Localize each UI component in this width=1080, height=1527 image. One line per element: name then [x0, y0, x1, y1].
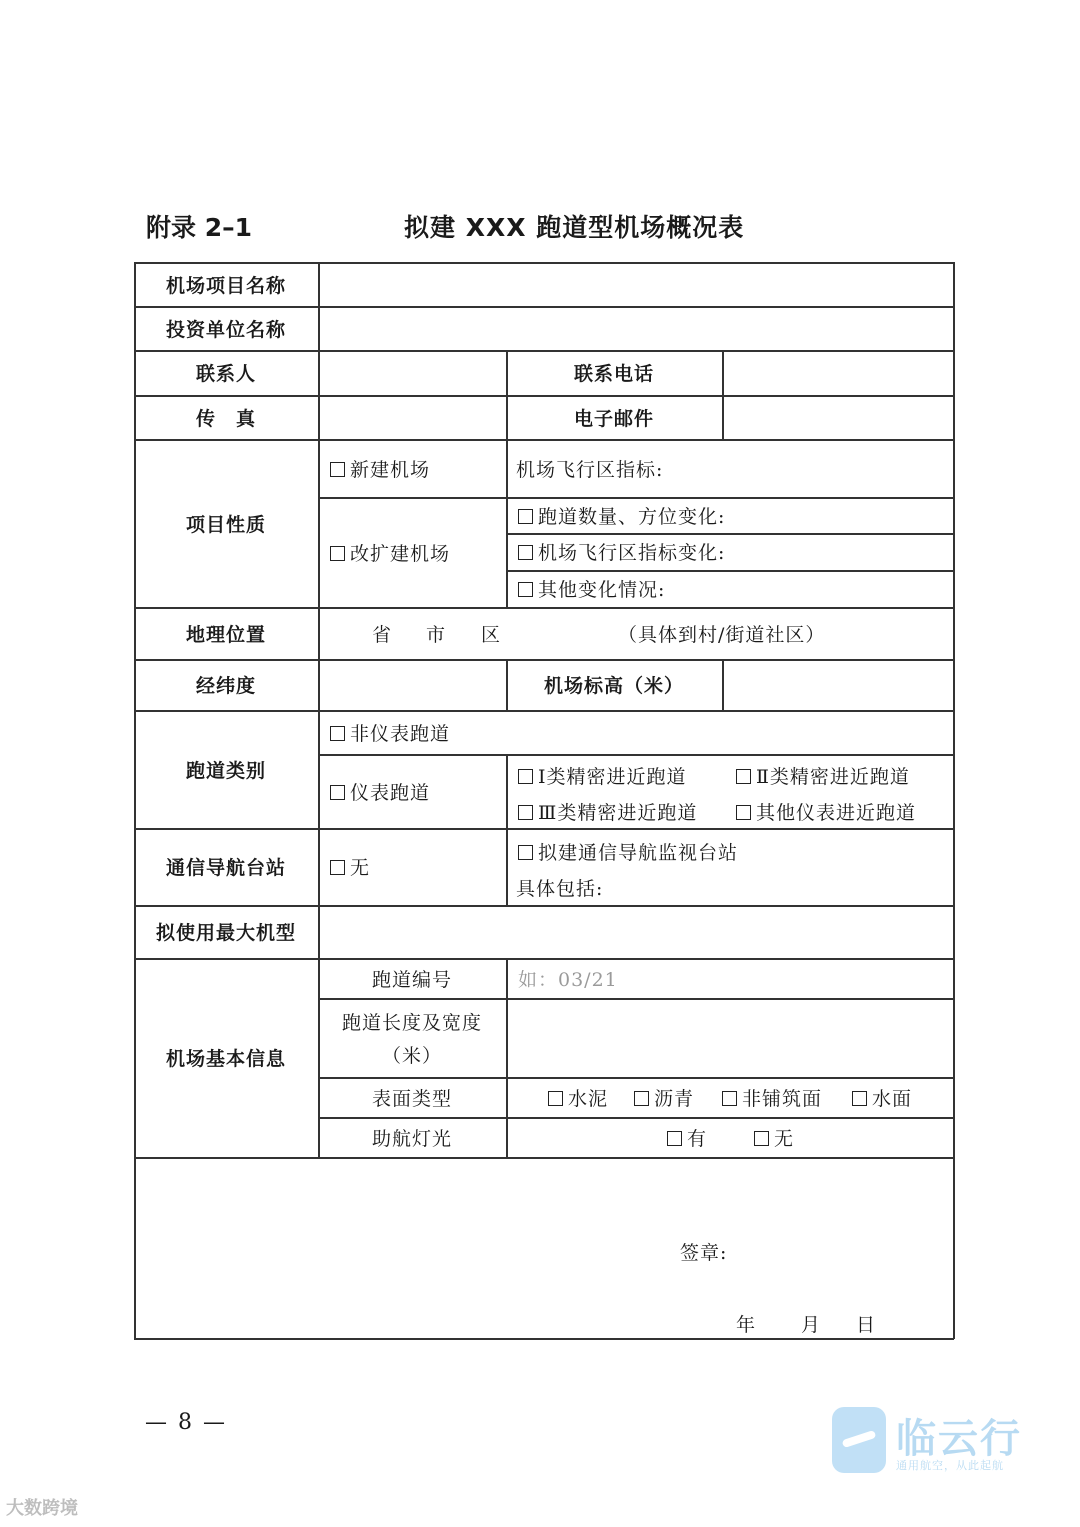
district-label: 区: [481, 623, 502, 646]
lighting-label: 助航灯光: [371, 1127, 452, 1150]
logo-slogan: 通用航空，从此起航: [896, 1459, 1004, 1472]
checkbox-box: [518, 845, 533, 860]
checkbox-box: [330, 785, 345, 800]
row-divider: [134, 1157, 954, 1159]
checkbox-box: [330, 860, 345, 875]
runway-number-field[interactable]: 如：03/21: [518, 968, 618, 991]
logo-name: 临云行: [896, 1416, 1022, 1462]
lighting-yes-checkbox[interactable]: 有: [667, 1117, 707, 1157]
page-number: — 8 —: [145, 1410, 227, 1435]
investor-label: 投资单位名称: [165, 318, 286, 341]
navaids-label: 通信导航台站: [165, 857, 286, 879]
checkbox-box: [722, 1091, 737, 1106]
lighting-no-checkbox[interactable]: 无: [754, 1117, 794, 1157]
checkbox-box: [754, 1131, 769, 1146]
project-name-label: 机场项目名称: [165, 274, 286, 297]
contact-label: 联系人: [195, 363, 256, 385]
elevation-label: 机场标高（米）: [543, 675, 684, 697]
project-name-field[interactable]: [319, 263, 953, 306]
checkbox-box: [330, 546, 345, 561]
runway-number-label: 跑道编号: [371, 968, 452, 991]
runway-type-label: 跑道类别: [185, 759, 266, 782]
email-label: 电子邮件: [573, 407, 654, 430]
signature-stamp-label: 签章:: [680, 1241, 728, 1264]
airplane-icon: [832, 1407, 886, 1473]
signature-year: 年: [736, 1313, 757, 1336]
checkbox-box: [634, 1091, 649, 1106]
checkbox-box: [736, 769, 751, 784]
checkbox-box: [736, 805, 751, 820]
new-airport-checkbox[interactable]: 新建机场: [330, 439, 430, 497]
expansion-checkbox[interactable]: 改扩建机场: [330, 497, 450, 607]
appendix-number: 附录 2–1: [146, 213, 252, 242]
table-border-right: [953, 262, 955, 1339]
checkbox-box: [667, 1131, 682, 1146]
checkbox-box: [548, 1091, 563, 1106]
linyunxing-logo: [832, 1405, 1037, 1480]
city-label: 市: [426, 623, 447, 646]
location-note: （具体到村/街道社区）: [618, 623, 826, 646]
signature-day: 日: [856, 1313, 877, 1336]
cat3-checkbox[interactable]: Ⅲ类精密进近跑道: [518, 794, 697, 828]
phone-field[interactable]: [723, 351, 953, 395]
checkbox-box: [330, 462, 345, 477]
checkbox-box: [518, 769, 533, 784]
column-divider: [506, 754, 508, 906]
checkbox-box: [852, 1091, 867, 1106]
project-nature-label: 项目性质: [185, 513, 266, 536]
other-change-checkbox[interactable]: 其他变化情况:: [518, 570, 665, 607]
contact-field[interactable]: [319, 351, 505, 395]
phone-label: 联系电话: [573, 363, 654, 385]
max-aircraft-label: 拟使用最大机型: [155, 922, 296, 944]
surface-cement-checkbox[interactable]: 水泥: [548, 1077, 608, 1117]
non-instrument-checkbox[interactable]: 非仪表跑道: [330, 710, 450, 754]
max-aircraft-field[interactable]: [319, 906, 953, 958]
location-label: 地理位置: [185, 623, 266, 646]
surface-type-label: 表面类型: [371, 1087, 452, 1110]
runway-change-checkbox[interactable]: 跑道数量、方位变化:: [518, 497, 725, 533]
investor-field[interactable]: [319, 307, 953, 350]
checkbox-box: [518, 545, 533, 560]
province-label: 省: [372, 623, 393, 646]
runway-dimensions-field[interactable]: [507, 999, 953, 1077]
signature-month: 月: [801, 1313, 822, 1336]
cat1-checkbox[interactable]: Ⅰ类精密进近跑道: [518, 758, 687, 792]
fax-field[interactable]: [319, 396, 505, 439]
runway-dimensions-label: 跑道长度及宽度 （米）: [341, 1011, 482, 1067]
instrument-checkbox[interactable]: 仪表跑道: [330, 754, 430, 828]
checkbox-box: [330, 726, 345, 741]
checkbox-box: [518, 582, 533, 597]
surface-unpaved-checkbox[interactable]: 非铺筑面: [722, 1077, 822, 1117]
navaids-none-checkbox[interactable]: 无: [330, 828, 370, 905]
index-change-checkbox[interactable]: 机场飞行区指标变化:: [518, 533, 725, 570]
surface-asphalt-checkbox[interactable]: 沥青: [634, 1077, 694, 1117]
other-instrument-checkbox[interactable]: 其他仪表进近跑道: [736, 794, 916, 828]
surface-water-checkbox[interactable]: 水面: [852, 1077, 912, 1117]
coordinates-field[interactable]: [319, 660, 505, 710]
elevation-field[interactable]: [723, 660, 953, 710]
table-border-bottom: [134, 1338, 954, 1340]
coordinates-label: 经纬度: [195, 675, 256, 697]
airfield-index-label: 机场飞行区指标:: [516, 458, 664, 481]
checkbox-box: [518, 805, 533, 820]
email-field[interactable]: [723, 396, 953, 439]
basic-info-label: 机场基本信息: [165, 1048, 286, 1070]
fax-label: 传 真: [195, 407, 256, 430]
navaids-planned-checkbox[interactable]: 拟建通信导航监视台站: [518, 834, 738, 868]
cat2-checkbox[interactable]: Ⅱ类精密进近跑道: [736, 758, 910, 792]
checkbox-box: [518, 509, 533, 524]
navaids-details-label: 具体包括:: [516, 877, 604, 900]
watermark: 大数跨境: [6, 1498, 78, 1519]
form-title: 拟建 XXX 跑道型机场概况表: [404, 213, 745, 242]
